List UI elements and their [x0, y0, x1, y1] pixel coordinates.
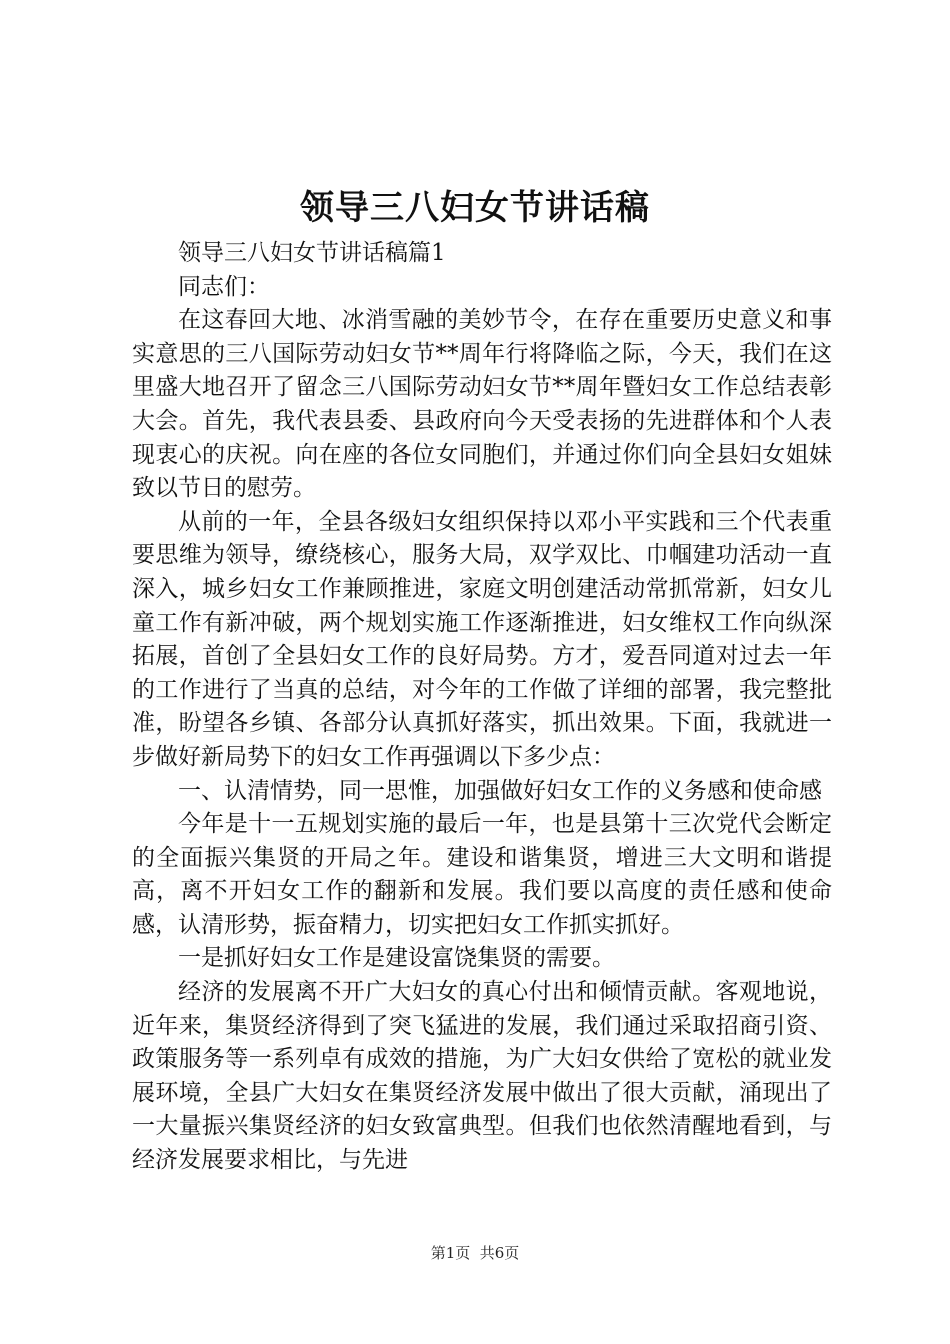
document-title: 领导三八妇女节讲话稿 — [300, 188, 650, 228]
subheading: 一、认清情势，同一思惟，加强做好妇女工作的义务感和使命感 — [178, 777, 822, 804]
paragraph: 今年是十一五规划实施的最后一年，也是县第十三次党代会断定的全面振兴集贤的开局之年。建设和谐集贤，增进三大文明和谐提高，离不开妇女工作的翻新和发展。我们要以高度的责任感和使命感，认清形势，振奋精力，切实把妇女工作抓实抓好。 — [132, 811, 832, 938]
paragraph: 在这春回大地、冰消雪融的美妙节令，在存在重要历史意义和事实意思的三八国际劳动妇女节**周年行将降临之际，今天，我们在这里盛大地召开了留念三八国际劳动妇女节**周年暨妇女工作总结表彰大会。首先，我代表县委、县政府向今天受表扬的先进群体和个人表现衷心的庆祝。向在座的各位女同胞们，并通过你们向全县妇女姐妹致以节日的慰劳。 — [132, 307, 832, 502]
subheading: 一是抓好妇女工作是建设富饶集贤的需要。 — [178, 945, 615, 972]
paragraph: 从前的一年，全县各级妇女组织保持以邓小平实践和三个代表重要思维为领导，缭绕核心，服务大局，双学双比、巾帼建功活动一直深入，城乡妇女工作兼顾推进，家庭文明创建活动常抓常新，妇女儿童工作有新冲破，两个规划实施工作逐渐推进，妇女维权工作向纵深拓展，首创了全县妇女工作的良好局势。方才，爱吾同道对过去一年的工作进行了当真的总结，对今年的工作做了详细的部署，我完整批准，盼望各乡镇、各部分认真抓好落实，抓出效果。下面，我就进一步做好新局势下的妇女工作再强调以下多少点： — [132, 508, 832, 770]
section-heading: 领导三八妇女节讲话稿篇1 — [178, 240, 446, 266]
salutation: 同志们： — [178, 273, 270, 300]
document-body — [132, 237, 832, 1178]
page-indicator: 第1页 共6页 — [430, 1244, 520, 1262]
paragraph: 经济的发展离不开广大妇女的真心付出和倾情贡献。客观地说，近年来，集贤经济得到了突飞猛进的发展，我们通过采取招商引资、政策服务等一系列卓有成效的措施，为广大妇女供给了宽松的就业发展环境，全县广大妇女在集贤经济发展中做出了很大贡献，涌现出了一大量振兴集贤经济的妇女致富典型。但我们也依然清醒地看到，与经济发展要求相比，与先进 — [132, 979, 832, 1174]
page-footer — [0, 1243, 950, 1263]
